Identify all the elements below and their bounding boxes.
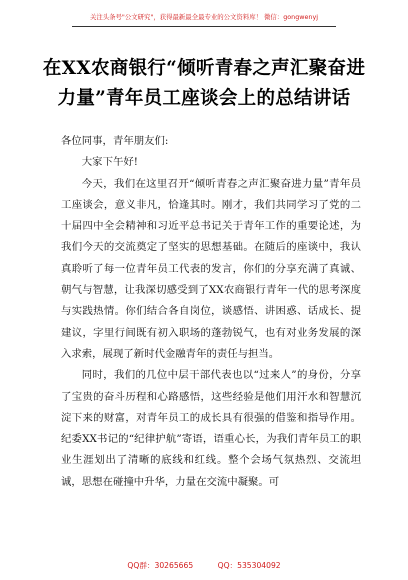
header-banner: 关注头条号"公文研究"，获得最新最全最专业的公文资料库！ 微信：gongwenyj — [89, 13, 319, 21]
footer — [0, 560, 408, 571]
header-divider — [72, 26, 336, 27]
document-title: 在XX农商银行“倾听青春之声汇聚奋进力量”青年员工座谈会上的总结讲话 — [42, 58, 366, 109]
document-body — [61, 131, 361, 493]
body-paragraph: 同时，我们的几位中层干部代表也以“过来人”的身份，分享了宝贵的奋斗历程和心路感悟，这些经验是他们用汗水和智慧沉淀下来的财富，对青年员工的成长具有很强的借鉴和指导作用。纪委XX书记的“纪律护航”寄语，语重心长，为我们青年员工的职业生涯划出了清晰的底线和红线。整个会场气氛热烈、交流坦诚，思想在碰撞中升华，力量在交流中凝聚。可 — [61, 369, 361, 488]
greeting: 大家下午好! — [81, 156, 138, 169]
footer-qq-group: QQ群：30265665 — [127, 561, 194, 570]
footer-qq: QQ：535304092 — [217, 561, 281, 570]
body-paragraph: 今天，我们在这里召开“倾听青春之声汇聚奋进力量”青年员工座谈会，意义非凡，恰逢其时。刚才，我们共同学习了党的二十届四中全会精神和习近平总书记关于青年工作的重要论述，为我们今天的交流奠定了坚实的思想基础。在随后的座谈中，我认真聆听了每一位青年员工代表的发言，你们的分享充满了真诚、朝气与智慧，让我深切感受到了XX农商银行青年一代的思考深度与实践热情。你们结合各自岗位，谈感悟、讲困惑、话成长、提建议，字里行间既有初入职场的蓬勃锐气，也有对业务发展的深入求索，展现了新时代金融青年的责任与担当。 — [61, 177, 361, 360]
salutation: 各位同事，青年朋友们: — [61, 135, 169, 147]
